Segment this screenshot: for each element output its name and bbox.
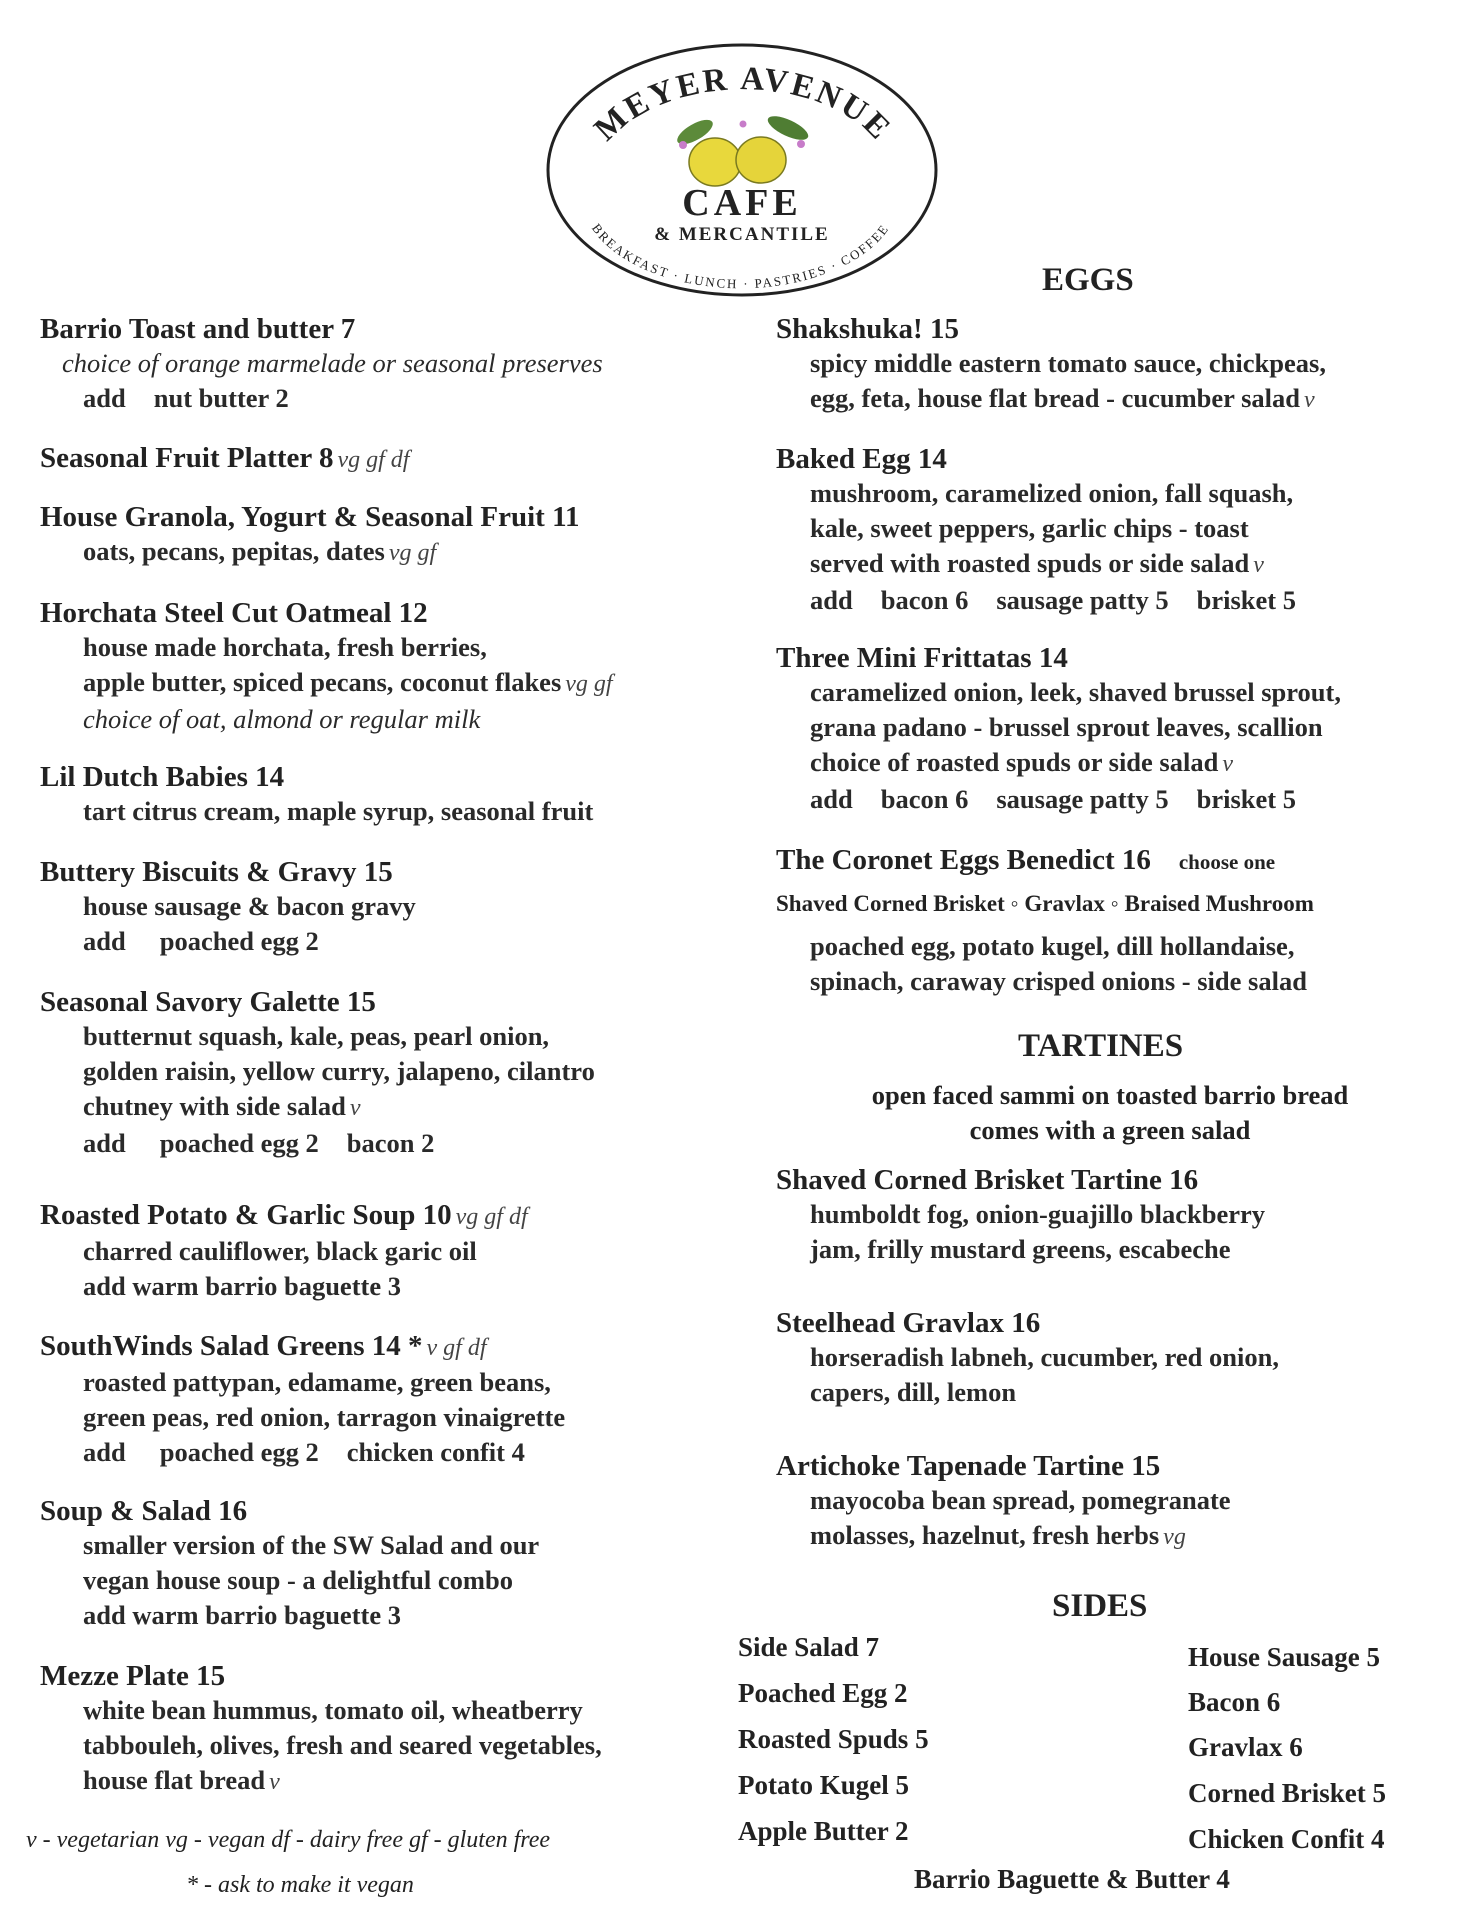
item-desc: chutney with side salad (83, 1091, 346, 1121)
svg-text:MEYER AVENUE (588, 61, 899, 148)
addon: sausage patty 5 (996, 585, 1169, 615)
tartines-subtitle-1: open faced sammi on toasted barrio bread (871, 1080, 1349, 1110)
side-item: Side Salad 7 (738, 1632, 880, 1662)
diet-tags: vg gf (388, 540, 437, 566)
item-desc: house flat bread (83, 1765, 266, 1795)
addon: bacon 6 (880, 784, 969, 814)
item-desc: vegan house soup - a delightful combo (83, 1565, 513, 1595)
item-desc: smaller version of the SW Salad and our (83, 1530, 540, 1560)
item-title: Shakshuka! 15 (776, 313, 959, 345)
diet-tags: v (1253, 552, 1264, 578)
item-desc: spicy middle eastern tomato sauce, chickpeas, (810, 348, 1326, 378)
logo-mercantile: & MERCANTILE (654, 224, 830, 245)
item-title: Artichoke Tapenade Tartine 15 (776, 1450, 1161, 1482)
menu-item-oatmeal (40, 596, 613, 737)
addon: bacon 2 (346, 1128, 435, 1158)
item-desc: egg, feta, house flat bread - cucumber salad (810, 383, 1300, 413)
item-desc: white bean hummus, tomato oil, wheatberry (83, 1695, 583, 1725)
item-desc: green peas, red onion, tarragon vinaigrette (83, 1402, 566, 1432)
menu-item-frittatas (776, 641, 1341, 817)
choose-note: choose one (1178, 850, 1276, 874)
menu-item-dutch-babies (40, 760, 593, 829)
side-item: Gravlax 6 (1188, 1732, 1303, 1762)
item-desc: mayocoba bean spread, pomegranate (810, 1485, 1231, 1515)
item-desc: roasted pattypan, edamame, green beans, (83, 1367, 551, 1397)
side-item: Corned Brisket 5 (1188, 1778, 1386, 1808)
tartines-subtitle-2: comes with a green salad (969, 1115, 1251, 1145)
item-title: Shaved Corned Brisket Tartine 16 (776, 1164, 1199, 1196)
item-title: House Granola, Yogurt & Seasonal Fruit 11 (40, 501, 580, 533)
addon: poached egg 2 (159, 926, 319, 956)
item-desc: house made horchata, fresh berries, (83, 632, 487, 662)
item-desc: tabbouleh, olives, fresh and seared vegetables, (83, 1730, 602, 1760)
menu-item-barrio-toast (40, 312, 603, 416)
item-desc: house sausage & bacon gravy (83, 891, 416, 921)
addon: brisket 5 (1196, 585, 1296, 615)
add-label: add (810, 784, 853, 814)
side-item: Roasted Spuds 5 (738, 1724, 929, 1754)
logo-tagline: BREAKFAST · LUNCH · PASTRIES · COFFEE (588, 220, 893, 292)
side-item: Poached Egg 2 (738, 1678, 908, 1708)
diet-tags: v (269, 1769, 280, 1795)
menu-item-southwinds-salad (40, 1329, 565, 1470)
side-item: House Sausage 5 (1188, 1642, 1381, 1672)
item-desc: butternut squash, kale, peas, pearl onion, (83, 1021, 550, 1051)
addon: bacon 6 (880, 585, 969, 615)
item-desc: spinach, caraway crisped onions - side salad (810, 966, 1307, 996)
diet-tags: vg (1163, 1524, 1186, 1550)
section-eggs-heading: EGGS (1042, 262, 1134, 298)
side-item: Chicken Confit 4 (1188, 1824, 1385, 1854)
diet-tags: v (349, 1095, 361, 1121)
item-desc: add warm barrio baguette 3 (83, 1600, 401, 1630)
diet-tags: v (1303, 387, 1315, 413)
menu-item-galette (40, 985, 595, 1161)
item-desc: molasses, hazelnut, fresh herbs (810, 1520, 1160, 1550)
item-title: Buttery Biscuits & Gravy 15 (40, 856, 393, 888)
diet-tags: v (1222, 751, 1233, 777)
menu-item-eggs-benedict (776, 843, 1314, 999)
menu-item-fruit-platter (40, 441, 409, 477)
section-tartines-heading: TARTINES (1018, 1028, 1184, 1064)
item-desc: choice of roasted spuds or side salad (810, 747, 1219, 777)
item-title: Horchata Steel Cut Oatmeal 12 (40, 597, 428, 629)
side-item: Potato Kugel 5 (738, 1770, 909, 1800)
item-title: Mezze Plate 15 (40, 1660, 226, 1692)
item-desc: oats, pecans, pepitas, dates (83, 536, 385, 566)
benedict-options: Shaved Corned Brisket ◦ Gravlax ◦ Braised Mushroom (776, 891, 1314, 916)
logo-cafe: CAFE (682, 182, 802, 224)
item-desc: kale, sweet peppers, garlic chips - toast (810, 513, 1249, 543)
item-title: Seasonal Fruit Platter 8 (40, 442, 334, 474)
addon: nut butter 2 (153, 383, 289, 413)
menu-item-biscuits (40, 855, 416, 959)
menu-item-baked-egg (776, 442, 1296, 618)
diet-legend: v - vegetarian vg - vegan df - dairy free gf - gluten free (26, 1827, 551, 1853)
item-desc: served with roasted spuds or side salad (810, 548, 1250, 578)
add-label: add (83, 383, 126, 413)
item-desc: grana padano - brussel sprout leaves, scallion (810, 712, 1323, 742)
addon: poached egg 2 (159, 1128, 319, 1158)
item-title: Baked Egg 14 (776, 443, 947, 475)
add-label: add (810, 585, 853, 615)
addon: chicken confit 4 (346, 1437, 525, 1467)
diet-tags: vg gf df (337, 447, 410, 473)
item-title: Three Mini Frittatas 14 (776, 642, 1068, 674)
item-desc: charred cauliflower, black garic oil (83, 1236, 477, 1266)
item-desc: golden raisin, yellow curry, jalapeno, cilantro (83, 1056, 595, 1086)
item-desc: tart citrus cream, maple syrup, seasonal fruit (83, 796, 594, 826)
addon: poached egg 2 (159, 1437, 319, 1467)
diet-tags: vg gf (565, 671, 613, 697)
add-label: add (83, 1437, 126, 1467)
item-title: Seasonal Savory Galette 15 (40, 986, 376, 1018)
item-title: Lil Dutch Babies 14 (40, 761, 285, 793)
item-title: The Coronet Eggs Benedict 16 (776, 844, 1151, 876)
item-title: Steelhead Gravlax 16 (776, 1307, 1041, 1339)
item-desc: horseradish labneh, cucumber, red onion, (810, 1342, 1279, 1372)
item-title: Barrio Toast and butter 7 (40, 313, 356, 345)
diet-tags: v gf df (426, 1335, 487, 1361)
item-title: SouthWinds Salad Greens 14 * (40, 1330, 423, 1362)
section-sides-heading: SIDES (1052, 1588, 1148, 1624)
item-title: Roasted Potato & Garlic Soup 10 (40, 1199, 452, 1231)
add-label: add (83, 926, 126, 956)
addon: brisket 5 (1196, 784, 1296, 814)
item-desc: poached egg, potato kugel, dill hollandaise, (810, 931, 1295, 961)
item-desc: humboldt fog, onion-guajillo blackberry (810, 1199, 1265, 1229)
menu-item-granola (40, 500, 579, 571)
side-item: Bacon 6 (1188, 1687, 1281, 1717)
menu-item-steelhead-gravlax (776, 1306, 1279, 1410)
menu-item-mezze-plate (40, 1659, 602, 1800)
menu-item-potato-soup (40, 1198, 528, 1304)
item-desc: capers, dill, lemon (810, 1377, 1017, 1407)
item-desc: choice of orange marmelade or seasonal preserves (62, 348, 603, 378)
add-label: add (83, 1128, 126, 1158)
item-desc: add warm barrio baguette 3 (83, 1271, 401, 1301)
item-desc: mushroom, caramelized onion, fall squash, (810, 478, 1294, 508)
item-desc: apple butter, spiced pecans, coconut flakes (83, 667, 562, 697)
vegan-note: * - ask to make it vegan (186, 1872, 414, 1898)
lemon-illustration (674, 111, 812, 186)
menu-item-shakshuka (776, 312, 1326, 418)
item-desc: jam, frilly mustard greens, escabeche (810, 1234, 1231, 1264)
side-item-baguette: Barrio Baguette & Butter 4 (914, 1864, 1230, 1894)
item-desc: choice of oat, almond or regular milk (83, 704, 481, 734)
menu-item-artichoke-tartine (776, 1449, 1231, 1555)
item-title: Soup & Salad 16 (40, 1495, 248, 1527)
menu-item-brisket-tartine (776, 1163, 1265, 1267)
cafe-logo (543, 40, 941, 300)
menu-item-soup-and-salad (40, 1494, 539, 1633)
logo-name: MEYER AVENUE (587, 61, 899, 149)
addon: sausage patty 5 (996, 784, 1169, 814)
diet-tags: vg gf df (455, 1204, 528, 1230)
side-item: Apple Butter 2 (738, 1816, 909, 1846)
item-desc: caramelized onion, leek, shaved brussel sprout, (810, 677, 1341, 707)
